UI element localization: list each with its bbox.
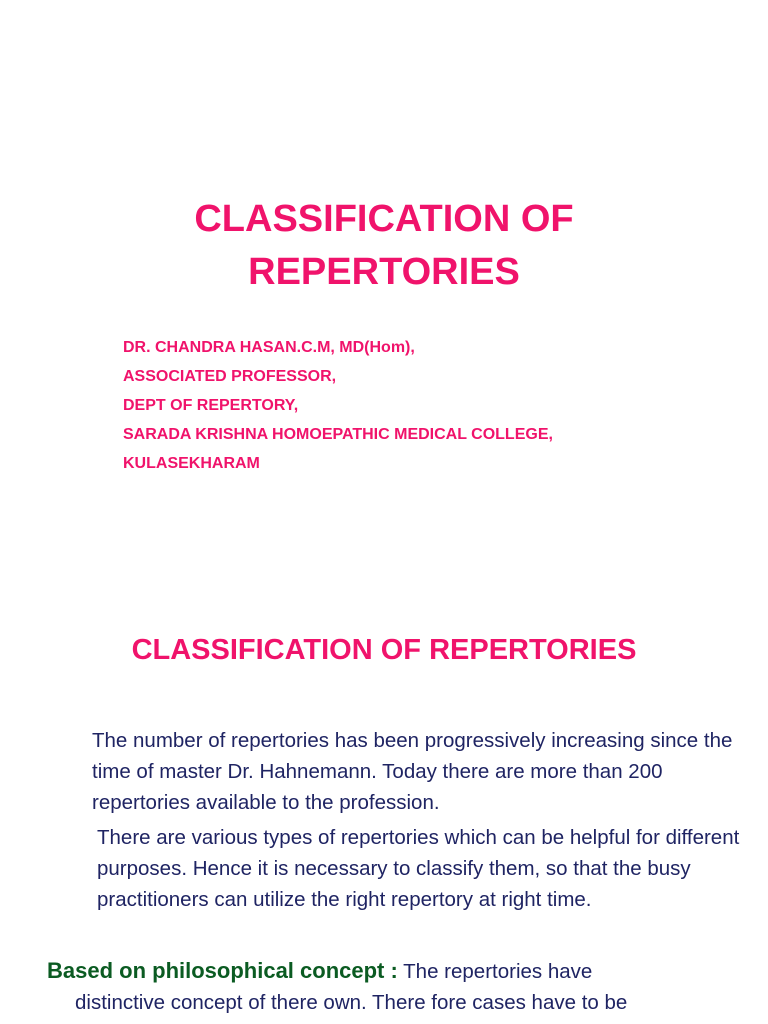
slide-title-line-2: REPERTORIES [248,251,520,293]
author-department: DEPT OF REPERTORY, [123,397,299,414]
slide-title-line-1: CLASSIFICATION OF [194,198,574,240]
author-position: ASSOCIATED PROFESSOR, [123,368,337,385]
paragraph-1-text: The number of repertories has been progressively increasing since the time of master Dr. Hahnemann. Today there are more than 200 repertories available to the profession. [92,729,733,814]
philosophical-concept-continuation: distinctive concept of there own. There fore cases have to be [75,991,628,1014]
philosophical-concept-label: Based on philosophical concept : [47,958,398,983]
paragraph-repertories-count [75,725,752,818]
slide-title [0,193,768,299]
paragraph-philosophical-concept [47,955,737,1018]
author-location: KULASEKHARAM [123,455,260,472]
paragraph-repertory-types [75,822,757,915]
philosophical-concept-text: The repertories have [397,960,593,983]
content-slide-heading: CLASSIFICATION OF REPERTORIES [131,634,637,666]
author-name: DR. CHANDRA HASAN.C.M, MD(Hom), [123,339,415,356]
author-block [123,333,553,478]
author-college: SARADA KRISHNA HOMOEPATHIC MEDICAL COLLEGE, [123,426,553,443]
paragraph-2-text: There are various types of repertories which can be helpful for different purposes. Hence it is necessary to classify them, so that the busy practitioners can utilize the right repertory at right time. [97,826,740,911]
